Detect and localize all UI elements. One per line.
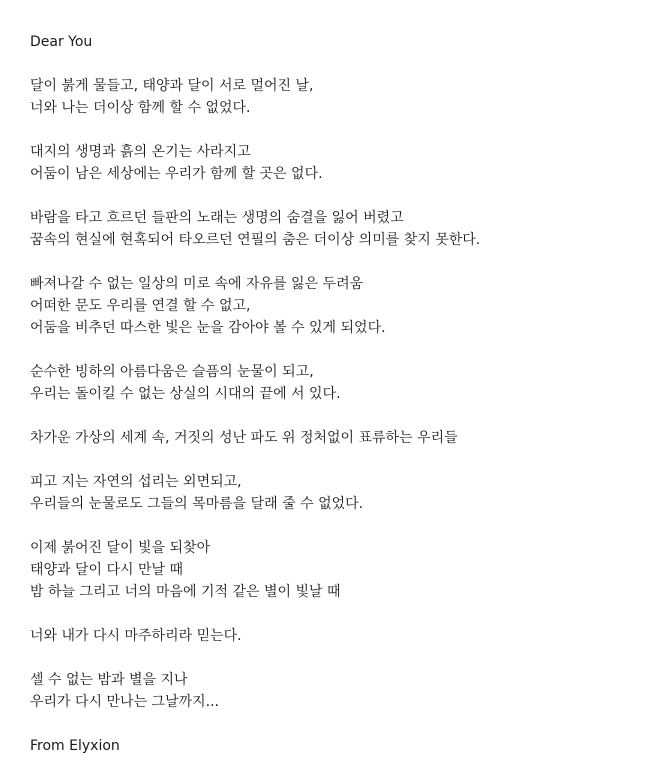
stanza-gap <box>30 449 630 471</box>
stanza-gap <box>30 647 630 669</box>
poem-line: 꿈속의 현실에 현혹되어 타오르던 연필의 춤은 더이상 의미를 찾지 못한다. <box>30 232 481 248</box>
stanza-gap <box>30 405 630 427</box>
poem-line: 우리들의 눈물로도 그들의 목마름을 달래 줄 수 없었다. <box>30 496 364 512</box>
stanza-gap <box>30 251 630 273</box>
poem-line: 대지의 생명과 흙의 온기는 사라지고 <box>30 144 251 160</box>
poem-line: 밤 하늘 그리고 너의 마음에 기적 같은 별이 빛날 때 <box>30 584 341 600</box>
poem-line: 피고 지는 자연의 섭리는 외면되고, <box>30 474 242 490</box>
signature: From Elyxion <box>30 738 120 754</box>
poem-line: 달이 붉게 물들고, 태양과 달이 서로 멀어진 날, <box>30 78 314 94</box>
poem-line: 너와 내가 다시 마주하리라 믿는다. <box>30 628 242 644</box>
poem-line: 이제 붉어진 달이 빛을 되찾아 <box>30 540 211 556</box>
stanza-gap <box>30 515 630 537</box>
greeting: Dear You <box>30 34 93 50</box>
poem-line: 바람을 타고 흐르던 들판의 노래는 생명의 숨결을 잃어 버렸고 <box>30 210 404 226</box>
poem-line: 어둠이 남은 세상에는 우리가 함께 할 곳은 없다. <box>30 166 323 182</box>
stanza <box>30 537 630 603</box>
stanza-gap <box>30 185 630 207</box>
stanza-gap <box>30 713 630 735</box>
poem-line: 우리가 다시 만나는 그날까지... <box>30 694 219 710</box>
poem-line: 어떠한 문도 우리를 연결 할 수 없고, <box>30 298 251 314</box>
stanza <box>30 625 630 647</box>
poem-line: 순수한 빙하의 아름다움은 슬픔의 눈물이 되고, <box>30 364 314 380</box>
stanza-gap <box>30 603 630 625</box>
stanza <box>30 273 630 339</box>
stanza <box>30 471 630 515</box>
stanza <box>30 669 630 713</box>
stanza <box>30 141 630 185</box>
stanza-gap <box>30 53 630 75</box>
stanza <box>30 207 630 251</box>
stanza-gap <box>30 119 630 141</box>
poem-line: 너와 나는 더이상 함께 할 수 없었다. <box>30 100 251 116</box>
stanza-gap <box>30 339 630 361</box>
letter-body <box>30 31 630 757</box>
poem-line: 빠져나갈 수 없는 일상의 미로 속에 자유를 잃은 두려움 <box>30 276 364 292</box>
poem-line: 차가운 가상의 세계 속, 거짓의 성난 파도 위 정처없이 표류하는 우리들 <box>30 430 458 446</box>
poem-line: 우리는 돌이킬 수 없는 상실의 시대의 끝에 서 있다. <box>30 386 341 402</box>
stanza <box>30 361 630 405</box>
stanza <box>30 75 630 119</box>
stanza <box>30 427 630 449</box>
poem-line: 어둠을 비추던 따스한 빛은 눈을 감아야 볼 수 있게 되었다. <box>30 320 386 336</box>
poem-line: 태양과 달이 다시 만날 때 <box>30 562 184 578</box>
poem-line: 셀 수 없는 밤과 별을 지나 <box>30 672 188 688</box>
